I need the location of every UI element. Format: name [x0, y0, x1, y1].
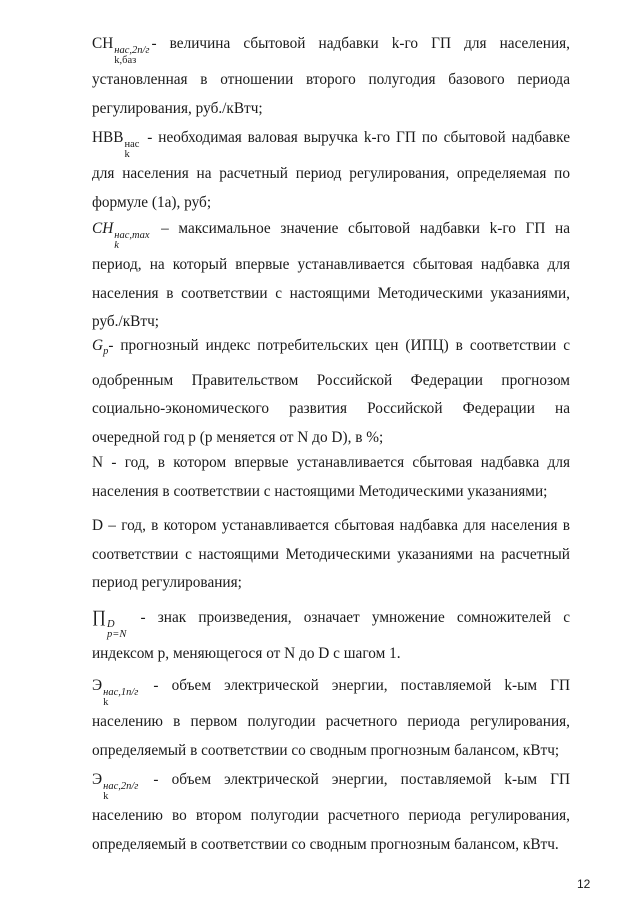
formula-symbol: СН нас,2п/г k,баз: [92, 35, 150, 66]
definition-text: – год, в котором устанавливается сбытовая надбавка для населения в соответствии с настоящими Методическими указаниями на расчетный период регулирования;: [92, 517, 570, 591]
definition-text: - год, в котором впервые устанавливается сбытовая надбавка для населения в соответствии с настоящими Методическими указаниями;: [92, 454, 570, 500]
definition-paragraph: [92, 672, 570, 765]
formula-symbol: Э нас,1п/г k: [92, 677, 139, 708]
definition-text: - объем электрической энергии, поставляемой k-ым ГП населению в первом полугодии расчетного периода регулирования, определяемый в соответствии со сводным прогнозным балансом, кВтч;: [92, 677, 570, 759]
formula-symbol: ∏ D p=N: [92, 607, 127, 640]
definition-paragraph: [92, 124, 570, 217]
definition-text: - объем электрической энергии, поставляемой k-ым ГП населению во втором полугодии расчетного периода регулирования, определяемый в соответствии со сводным прогнозным балансом, кВтч.: [92, 771, 570, 853]
definition-text: - величина сбытовой надбавки k-го ГП для населения, установленная в отношении второго полугодия базового периода регулирования, руб./кВтч;: [92, 35, 570, 117]
formula-symbol: D: [92, 517, 104, 534]
definition-text: - прогнозный индекс потребительских цен (ИПЦ) в соответствии с одобренным Правительством Российской Федерации прогнозом социально-экономического развития Российской Федерации на очередной год p (p меняется от N до D), в %;: [92, 337, 570, 446]
definition-paragraph: [92, 512, 570, 598]
definition-paragraph: [92, 30, 570, 123]
definition-paragraph: [92, 332, 570, 452]
definition-paragraph: [92, 215, 570, 337]
formula-symbol: N: [92, 454, 104, 471]
page-number: 12: [577, 877, 591, 891]
definition-paragraph: [92, 449, 570, 506]
definition-text: - знак произведения, означает умножение сомножителей с индексом p, меняющегося от N до D с шагом 1.: [92, 609, 570, 662]
definition-paragraph: [92, 766, 570, 859]
formula-symbol: СН нас,max k: [92, 220, 150, 251]
formula-symbol: НВВ нас k: [92, 129, 140, 160]
formula-symbol: $G_p$: [92, 337, 109, 358]
formula-symbol: Э нас,2п/г k: [92, 771, 139, 802]
definition-text: – максимальное значение сбытовой надбавки k-го ГП на период, на который впервые устанавливается сбытовая надбавка для населения в соответствии с настоящими Методическими указаниями, руб./кВтч;: [92, 220, 570, 330]
definition-paragraph: [92, 603, 570, 669]
definition-text: - необходимая валовая выручка k-го ГП по сбытовой надбавке для населения на расчетный период регулирования, определяемая по формуле (1а), руб;: [92, 129, 570, 211]
